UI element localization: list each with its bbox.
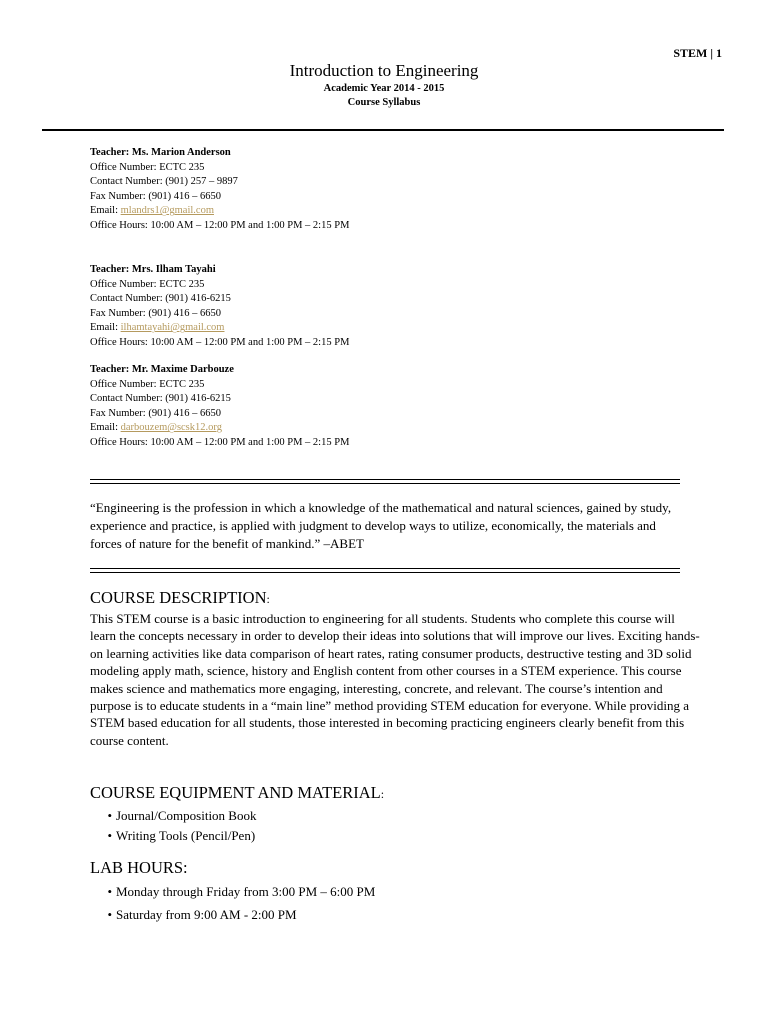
header-divider xyxy=(42,129,724,131)
lab-hours-list xyxy=(90,880,375,926)
course-description-text: This STEM course is a basic introduction to engineering for all students. Students who complete this course will learn the concepts necessary in order to develop their ideas into solutions that will improve our lives. Exciting hands-on learning activities like data comparison of heart rates, rating consumer products, destructive testing and 3D solid modeling apply math, science, history and English content from other courses in a STEM experience. This course makes science and mathematics more engaging, interesting, concrete, and relevant. The course’s intention and purpose is to educate students in a “main line” method providing STEM education for everyone. While providing a STEM based education for all students, those interested in becoming practicing engineers clearly benefit from this course content. xyxy=(90,611,700,748)
email-row xyxy=(90,321,349,336)
quote-bottom-divider xyxy=(90,568,680,573)
email-label: Email: xyxy=(90,205,121,217)
list-item: • Journal/Composition Book xyxy=(90,806,256,826)
office-hours: Office Hours: 10:00 AM – 12:00 PM and 1:00 PM – 2:15 PM xyxy=(90,219,350,231)
email-row xyxy=(90,421,349,436)
list-item: • Writing Tools (Pencil/Pen) xyxy=(90,826,256,846)
office-hours: Office Hours: 10:00 AM – 12:00 PM and 1:00 PM – 2:15 PM xyxy=(90,336,350,348)
teacher-block xyxy=(90,146,349,234)
email-link[interactable]: ilhamtayahi@gmail.com xyxy=(120,322,225,334)
teacher-name: Teacher: Mrs. Ilham Tayahi xyxy=(90,264,216,275)
academic-year: Academic Year 2014 - 2015 xyxy=(323,83,445,94)
list-item: • Monday through Friday from 3:00 PM – 6:00 PM xyxy=(90,880,375,903)
abet-quote: “Engineering is the profession in which a knowledge of the mathematical and natural sciences, gained by study, experience and practice, is applied with judgment to develop ways to utilize, economically, the materials and forces of nature for the benefit of mankind.” –ABET xyxy=(90,500,672,551)
document-title: Introduction to Engineering xyxy=(289,61,479,80)
document-type: Course Syllabus xyxy=(347,97,421,108)
heading-colon: : xyxy=(380,787,385,801)
fax-number: Fax Number: (901) 416 – 6650 xyxy=(90,190,221,202)
email-label: Email: xyxy=(90,322,121,334)
email-label: Email: xyxy=(90,422,121,434)
office-number: Office Number: ECTC 235 xyxy=(90,378,205,390)
contact-number: Contact Number: (901) 257 – 9897 xyxy=(90,176,238,188)
equipment-heading xyxy=(90,783,384,803)
fax-number: Fax Number: (901) 416 – 6650 xyxy=(90,307,221,319)
office-number: Office Number: ECTC 235 xyxy=(90,278,205,290)
document-header xyxy=(0,60,768,110)
course-description-heading xyxy=(90,588,270,608)
heading-colon: : xyxy=(266,592,270,606)
quote-top-divider xyxy=(90,479,680,484)
equipment-list xyxy=(90,806,256,846)
teacher-name: Teacher: Mr. Maxime Darbouze xyxy=(90,364,234,375)
teacher-block xyxy=(90,363,349,451)
list-item: • Saturday from 9:00 AM - 2:00 PM xyxy=(90,903,375,926)
office-hours: Office Hours: 10:00 AM – 12:00 PM and 1:00 PM – 2:15 PM xyxy=(90,436,350,448)
page-number: STEM | 1 xyxy=(673,46,722,60)
teacher-name: Teacher: Ms. Marion Anderson xyxy=(90,147,231,158)
email-row xyxy=(90,204,349,219)
lab-hours-heading: LAB HOURS: xyxy=(90,858,188,877)
contact-number: Contact Number: (901) 416-6215 xyxy=(90,393,231,405)
contact-number: Contact Number: (901) 416-6215 xyxy=(90,293,231,305)
heading-text: COURSE EQUIPMENT AND MATERIAL xyxy=(90,783,381,802)
teacher-block xyxy=(90,263,349,351)
email-link[interactable]: darbouzem@scsk12.org xyxy=(120,422,222,434)
email-link[interactable]: mlandrs1@gmail.com xyxy=(120,205,214,217)
office-number: Office Number: ECTC 235 xyxy=(90,161,205,173)
fax-number: Fax Number: (901) 416 – 6650 xyxy=(90,407,221,419)
heading-text: COURSE DESCRIPTION xyxy=(90,588,267,607)
